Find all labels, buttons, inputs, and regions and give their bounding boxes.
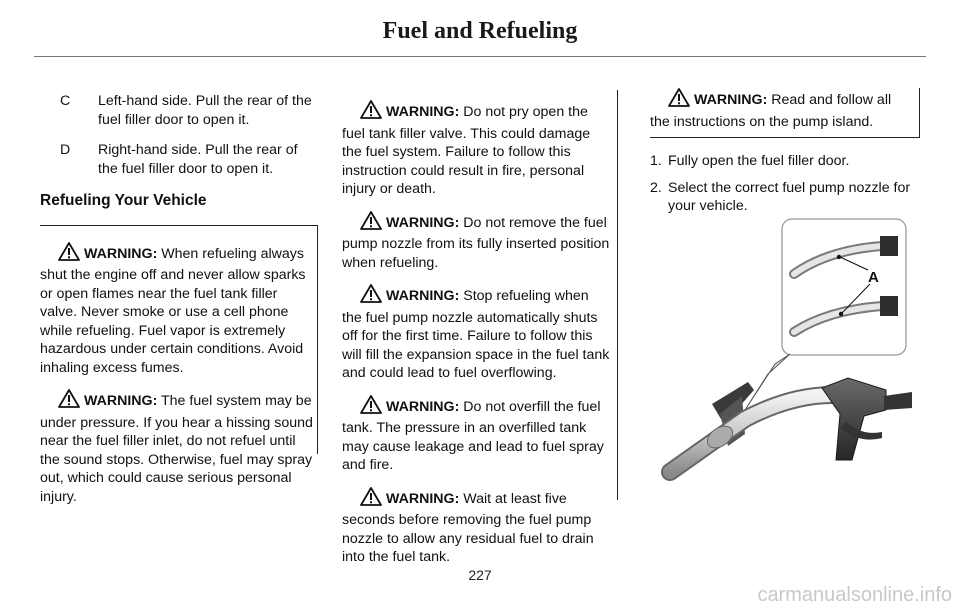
warning-label: WARNING: xyxy=(386,288,460,304)
warning-triangle-icon xyxy=(360,284,382,309)
warning-triangle-icon xyxy=(360,395,382,420)
warning-triangle-icon xyxy=(58,242,80,267)
warning-text: Read and follow all the instructions on the pump island. xyxy=(650,92,892,130)
column-left xyxy=(40,92,318,505)
warning-item xyxy=(342,395,611,475)
page-number: 227 xyxy=(468,567,492,583)
warning-label: WARNING: xyxy=(386,398,460,415)
step-item xyxy=(650,152,920,171)
warning-item xyxy=(342,211,611,273)
section-heading: Refueling Your Vehicle xyxy=(40,192,207,209)
warning-text: Do not pry open the fuel tank filler valve. This could damage the fuel system. Failure to follow this instruction could result in fire, personal injury or death. xyxy=(342,104,591,197)
warning-label: WARNING: xyxy=(386,490,460,507)
warning-text: Stop refueling when the fuel pump nozzle automatically shuts off for the first time. Failure to follow this will fill the expansion space in the fuel tank and could lead to fuel overflowing. xyxy=(342,288,610,381)
column-middle xyxy=(342,90,618,565)
watermark: carmanualsonline.info xyxy=(757,584,952,606)
column-right xyxy=(650,88,920,224)
warning-text: Do not overfill the fuel tank. The pressure in an overfilled tank may cause leakage and lead to fuel spray and fire. xyxy=(342,398,604,473)
warning-label: WARNING: xyxy=(84,393,158,409)
warning-item xyxy=(650,88,913,131)
header-divider xyxy=(34,56,926,57)
lettered-item-c xyxy=(40,92,318,129)
warning-text: When refueling always shut the engine off and never allow sparks or open flames near the fuel tank filler valve. Never smoke or use a cell phone while refueling. Fuel vapor is extremely hazardous under certain conditions. Avoid inhaling excess fumes. xyxy=(40,245,306,376)
step-text: Select the correct fuel pump nozzle for your vehicle. xyxy=(668,179,911,214)
warning-label: WARNING: xyxy=(386,214,460,231)
lettered-item-d xyxy=(40,141,318,178)
warning-text: Wait at least five seconds before removing the fuel pump nozzle to allow any residual fuel to drain into the fuel tank. xyxy=(342,490,594,565)
warning-box-middle xyxy=(342,90,618,565)
steps-list xyxy=(650,152,920,216)
step-number: 1. xyxy=(650,153,662,169)
warning-item xyxy=(40,389,313,506)
warning-label: WARNING: xyxy=(694,92,768,108)
warning-label: WARNING: xyxy=(84,245,158,262)
warning-box-right xyxy=(650,88,920,138)
item-letter: D xyxy=(60,142,71,158)
warning-text: The fuel system may be under pressure. If you hear a hissing sound near the fuel filler inlet, do not refuel until the sound stops. Otherwise, fuel may spray out, which could cause serious personal injury. xyxy=(40,393,313,505)
callout-label-a: A xyxy=(868,269,879,286)
warning-item xyxy=(40,242,313,378)
warning-box-left xyxy=(40,225,318,505)
warning-item xyxy=(342,487,611,567)
warning-triangle-icon xyxy=(58,389,80,414)
warning-label: WARNING: xyxy=(386,104,460,120)
warning-triangle-icon xyxy=(360,211,382,236)
item-text: Right-hand side. Pull the rear of the fuel filler door to open it. xyxy=(98,142,298,177)
item-text: Left-hand side. Pull the rear of the fuel filler door to open it. xyxy=(98,93,312,128)
warning-text: Do not remove the fuel pump nozzle from its fully inserted position when refueling. xyxy=(342,214,610,271)
warning-triangle-icon xyxy=(668,88,690,113)
warning-triangle-icon xyxy=(360,100,382,125)
warning-item xyxy=(342,100,611,199)
warning-item xyxy=(342,284,611,383)
fuel-nozzle-illustration xyxy=(650,214,920,486)
step-number: 2. xyxy=(650,179,662,196)
item-letter: C xyxy=(60,93,71,109)
warning-triangle-icon xyxy=(360,487,382,512)
step-text: Fully open the fuel filler door. xyxy=(668,153,850,169)
page-title: Fuel and Refueling xyxy=(382,18,578,44)
step-item xyxy=(650,179,920,216)
